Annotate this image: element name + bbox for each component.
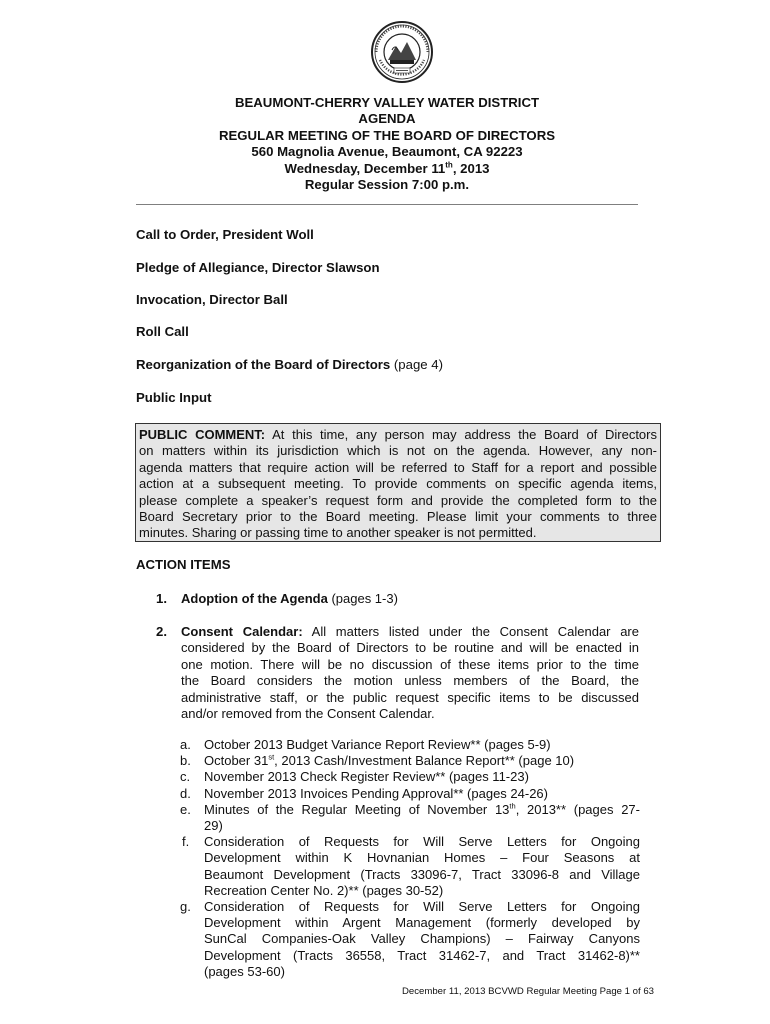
district-seal-icon (370, 20, 434, 84)
meeting-date: Wednesday, December 11th, 2013 (284, 160, 490, 176)
item-2-number: 2. (156, 624, 167, 639)
list-item: g. Consideration of Requests for Will Serve Letters for Ongoing Development within Argent Management (formerly developed by SunCal Companies-Oak Valley Champions) – Fairway Canyons Development (Tracts 36558, Tract 31462-7, and Tract 31462-8)** (pages 53-60) (180, 899, 640, 979)
list-item: b. October 31st, 2013 Cash/Investment Balance Report** (page 10) (180, 752, 575, 769)
agenda-header (136, 95, 638, 193)
action-items-heading: ACTION ITEMS (136, 557, 231, 572)
item-1-number: 1. (156, 591, 167, 606)
adoption-of-agenda: Adoption of the Agenda (pages 1-3) (181, 591, 398, 606)
list-item: a. October 2013 Budget Variance Report Review** (pages 5-9) (180, 737, 551, 752)
call-to-order: Call to Order, President Woll (136, 227, 314, 242)
invocation: Invocation, Director Ball (136, 292, 288, 307)
public-comment-line: on matters within its jurisdiction which is not on the agenda. However, any non- (139, 443, 657, 459)
list-item: f. Consideration of Requests for Will Serve Letters for Ongoing Development within K Hovnanian Homes – Four Seasons at Beaumont Development (Tracts 33096-7, Tract 33096-8 and Village Recreation Center No. 2)** (pages 30-52) (182, 834, 640, 898)
public-comment-line: agenda matters that require action will be referred to Staff for a report and possible (139, 459, 657, 475)
meeting-type: REGULAR MEETING OF THE BOARD OF DIRECTORS (218, 127, 556, 143)
public-input: Public Input (136, 390, 212, 405)
reorganization-item: Reorganization of the Board of Directors (page 4) (136, 357, 444, 372)
consent-calendar: Consent Calendar: All matters listed under the Consent Calendar are considered by the Board of Directors to be routine and will be enacted in one motion. There will be no discussion of these items prior to the time the Board considers the motion unless members of the Board, the administrative staff, or the public request specific items to be discussed and/or removed from the Consent Calendar. (181, 624, 639, 722)
list-item: e. Minutes of the Regular Meeting of November 13th, 2013** (pages 27- 29) (180, 801, 640, 834)
public-comment-line: Board Secretary prior to the Board meeting. Please limit your comments to three (139, 509, 657, 525)
meeting-address: 560 Magnolia Avenue, Beaumont, CA 92223 (251, 144, 523, 160)
public-comment-line: action at a subsequent meeting. To provide comments on specific agenda items, (139, 476, 657, 492)
page-footer: December 11, 2013 BCVWD Regular Meeting Page 1 of 63 (401, 986, 654, 997)
header-divider (136, 204, 638, 205)
public-comment-label: PUBLIC COMMENT: (139, 427, 266, 442)
list-item: c. November 2013 Check Register Review** (pages 11-23) (180, 769, 529, 785)
public-comment-line: please complete a speaker’s request form and provide the completed form to the (139, 492, 657, 508)
public-comment-line: PUBLIC COMMENT: At this time, any person may address the Board of Directors (139, 427, 657, 442)
consent-sub-items (180, 737, 640, 980)
roll-call: Roll Call (136, 324, 189, 339)
agenda-title: AGENDA (358, 111, 416, 127)
session-time: Regular Session 7:00 p.m. (304, 177, 470, 193)
pledge-of-allegiance: Pledge of Allegiance, Director Slawson (136, 260, 380, 275)
district-name: BEAUMONT-CHERRY VALLEY WATER DISTRICT (234, 95, 540, 110)
public-comment-box (135, 423, 661, 542)
list-item: d. November 2013 Invoices Pending Approval** (pages 24-26) (180, 785, 548, 801)
public-comment-line: minutes. Sharing or passing time to another speaker is not permitted. (139, 525, 537, 541)
